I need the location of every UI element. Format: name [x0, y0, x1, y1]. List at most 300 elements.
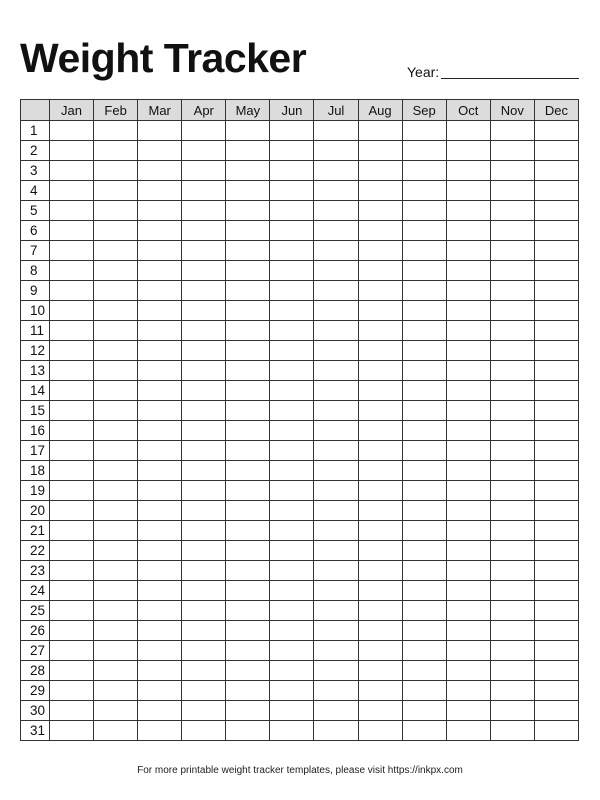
weight-entry-cell-apr[interactable]	[182, 141, 226, 161]
weight-entry-cell-dec[interactable]	[534, 541, 578, 561]
weight-entry-cell-mar[interactable]	[138, 301, 182, 321]
weight-entry-cell-mar[interactable]	[138, 541, 182, 561]
weight-entry-cell-apr[interactable]	[182, 381, 226, 401]
weight-entry-cell-nov[interactable]	[490, 441, 534, 461]
weight-entry-cell-aug[interactable]	[358, 561, 402, 581]
weight-entry-cell-nov[interactable]	[490, 561, 534, 581]
weight-entry-cell-jul[interactable]	[314, 201, 358, 221]
weight-entry-cell-jul[interactable]	[314, 301, 358, 321]
weight-entry-cell-mar[interactable]	[138, 521, 182, 541]
weight-entry-cell-jun[interactable]	[270, 661, 314, 681]
weight-entry-cell-sep[interactable]	[402, 381, 446, 401]
weight-entry-cell-jul[interactable]	[314, 381, 358, 401]
weight-entry-cell-nov[interactable]	[490, 541, 534, 561]
weight-entry-cell-apr[interactable]	[182, 221, 226, 241]
weight-entry-cell-apr[interactable]	[182, 441, 226, 461]
weight-entry-cell-dec[interactable]	[534, 401, 578, 421]
weight-entry-cell-dec[interactable]	[534, 341, 578, 361]
weight-entry-cell-jan[interactable]	[50, 461, 94, 481]
weight-entry-cell-oct[interactable]	[446, 701, 490, 721]
weight-entry-cell-apr[interactable]	[182, 541, 226, 561]
weight-entry-cell-jun[interactable]	[270, 161, 314, 181]
weight-entry-cell-aug[interactable]	[358, 621, 402, 641]
weight-entry-cell-jul[interactable]	[314, 481, 358, 501]
weight-entry-cell-sep[interactable]	[402, 721, 446, 741]
weight-entry-cell-mar[interactable]	[138, 361, 182, 381]
weight-entry-cell-may[interactable]	[226, 521, 270, 541]
weight-entry-cell-may[interactable]	[226, 701, 270, 721]
weight-entry-cell-dec[interactable]	[534, 601, 578, 621]
weight-entry-cell-sep[interactable]	[402, 181, 446, 201]
weight-entry-cell-jul[interactable]	[314, 681, 358, 701]
weight-entry-cell-may[interactable]	[226, 541, 270, 561]
weight-entry-cell-oct[interactable]	[446, 141, 490, 161]
weight-entry-cell-aug[interactable]	[358, 281, 402, 301]
weight-entry-cell-jun[interactable]	[270, 401, 314, 421]
weight-entry-cell-sep[interactable]	[402, 681, 446, 701]
weight-entry-cell-may[interactable]	[226, 261, 270, 281]
weight-entry-cell-jul[interactable]	[314, 521, 358, 541]
weight-entry-cell-jul[interactable]	[314, 621, 358, 641]
weight-entry-cell-sep[interactable]	[402, 641, 446, 661]
weight-entry-cell-sep[interactable]	[402, 401, 446, 421]
weight-entry-cell-feb[interactable]	[94, 221, 138, 241]
weight-entry-cell-oct[interactable]	[446, 341, 490, 361]
weight-entry-cell-jun[interactable]	[270, 501, 314, 521]
weight-entry-cell-apr[interactable]	[182, 681, 226, 701]
weight-entry-cell-jan[interactable]	[50, 301, 94, 321]
weight-entry-cell-jan[interactable]	[50, 361, 94, 381]
weight-entry-cell-nov[interactable]	[490, 401, 534, 421]
weight-entry-cell-oct[interactable]	[446, 261, 490, 281]
year-input-line[interactable]	[441, 78, 579, 79]
weight-entry-cell-dec[interactable]	[534, 521, 578, 541]
weight-entry-cell-sep[interactable]	[402, 701, 446, 721]
weight-entry-cell-aug[interactable]	[358, 721, 402, 741]
weight-entry-cell-feb[interactable]	[94, 421, 138, 441]
weight-entry-cell-jan[interactable]	[50, 341, 94, 361]
weight-entry-cell-apr[interactable]	[182, 701, 226, 721]
weight-entry-cell-aug[interactable]	[358, 321, 402, 341]
weight-entry-cell-jun[interactable]	[270, 221, 314, 241]
weight-entry-cell-may[interactable]	[226, 501, 270, 521]
weight-entry-cell-apr[interactable]	[182, 301, 226, 321]
weight-entry-cell-jul[interactable]	[314, 121, 358, 141]
weight-entry-cell-may[interactable]	[226, 581, 270, 601]
weight-entry-cell-jun[interactable]	[270, 321, 314, 341]
weight-entry-cell-may[interactable]	[226, 481, 270, 501]
weight-entry-cell-jan[interactable]	[50, 481, 94, 501]
weight-entry-cell-oct[interactable]	[446, 281, 490, 301]
weight-entry-cell-jun[interactable]	[270, 541, 314, 561]
weight-entry-cell-dec[interactable]	[534, 261, 578, 281]
weight-entry-cell-sep[interactable]	[402, 161, 446, 181]
weight-entry-cell-mar[interactable]	[138, 621, 182, 641]
weight-entry-cell-mar[interactable]	[138, 281, 182, 301]
weight-entry-cell-dec[interactable]	[534, 301, 578, 321]
weight-entry-cell-oct[interactable]	[446, 561, 490, 581]
weight-entry-cell-nov[interactable]	[490, 421, 534, 441]
weight-entry-cell-jun[interactable]	[270, 381, 314, 401]
weight-entry-cell-mar[interactable]	[138, 721, 182, 741]
weight-entry-cell-jun[interactable]	[270, 181, 314, 201]
weight-entry-cell-dec[interactable]	[534, 661, 578, 681]
weight-entry-cell-dec[interactable]	[534, 581, 578, 601]
weight-entry-cell-mar[interactable]	[138, 221, 182, 241]
weight-entry-cell-jun[interactable]	[270, 141, 314, 161]
weight-entry-cell-jul[interactable]	[314, 361, 358, 381]
weight-entry-cell-nov[interactable]	[490, 381, 534, 401]
weight-entry-cell-jul[interactable]	[314, 501, 358, 521]
weight-entry-cell-jun[interactable]	[270, 441, 314, 461]
weight-entry-cell-sep[interactable]	[402, 481, 446, 501]
weight-entry-cell-aug[interactable]	[358, 341, 402, 361]
weight-entry-cell-jan[interactable]	[50, 421, 94, 441]
weight-entry-cell-oct[interactable]	[446, 321, 490, 341]
weight-entry-cell-apr[interactable]	[182, 181, 226, 201]
weight-entry-cell-apr[interactable]	[182, 241, 226, 261]
weight-entry-cell-jul[interactable]	[314, 461, 358, 481]
weight-entry-cell-jul[interactable]	[314, 421, 358, 441]
weight-entry-cell-jan[interactable]	[50, 721, 94, 741]
weight-entry-cell-aug[interactable]	[358, 401, 402, 421]
weight-entry-cell-nov[interactable]	[490, 241, 534, 261]
weight-entry-cell-jun[interactable]	[270, 521, 314, 541]
weight-entry-cell-oct[interactable]	[446, 181, 490, 201]
year-field[interactable]	[407, 62, 579, 82]
weight-entry-cell-aug[interactable]	[358, 581, 402, 601]
weight-entry-cell-nov[interactable]	[490, 601, 534, 621]
weight-entry-cell-feb[interactable]	[94, 561, 138, 581]
weight-entry-cell-feb[interactable]	[94, 501, 138, 521]
weight-entry-cell-apr[interactable]	[182, 481, 226, 501]
weight-entry-cell-apr[interactable]	[182, 321, 226, 341]
weight-entry-cell-apr[interactable]	[182, 201, 226, 221]
weight-entry-cell-nov[interactable]	[490, 301, 534, 321]
weight-entry-cell-jun[interactable]	[270, 281, 314, 301]
weight-entry-cell-apr[interactable]	[182, 261, 226, 281]
weight-entry-cell-apr[interactable]	[182, 401, 226, 421]
weight-entry-cell-may[interactable]	[226, 421, 270, 441]
weight-entry-cell-jul[interactable]	[314, 701, 358, 721]
weight-entry-cell-apr[interactable]	[182, 561, 226, 581]
weight-entry-cell-jan[interactable]	[50, 281, 94, 301]
weight-entry-cell-oct[interactable]	[446, 461, 490, 481]
weight-entry-cell-apr[interactable]	[182, 461, 226, 481]
weight-entry-cell-jul[interactable]	[314, 601, 358, 621]
weight-entry-cell-mar[interactable]	[138, 701, 182, 721]
weight-entry-cell-may[interactable]	[226, 461, 270, 481]
weight-entry-cell-mar[interactable]	[138, 661, 182, 681]
weight-entry-cell-jul[interactable]	[314, 581, 358, 601]
weight-entry-cell-nov[interactable]	[490, 621, 534, 641]
weight-entry-cell-nov[interactable]	[490, 221, 534, 241]
weight-entry-cell-feb[interactable]	[94, 341, 138, 361]
weight-entry-cell-may[interactable]	[226, 301, 270, 321]
weight-entry-cell-sep[interactable]	[402, 501, 446, 521]
weight-entry-cell-oct[interactable]	[446, 721, 490, 741]
weight-entry-cell-jul[interactable]	[314, 321, 358, 341]
weight-entry-cell-dec[interactable]	[534, 561, 578, 581]
weight-entry-cell-may[interactable]	[226, 141, 270, 161]
weight-entry-cell-mar[interactable]	[138, 401, 182, 421]
weight-entry-cell-apr[interactable]	[182, 721, 226, 741]
weight-entry-cell-sep[interactable]	[402, 341, 446, 361]
weight-entry-cell-dec[interactable]	[534, 441, 578, 461]
weight-entry-cell-may[interactable]	[226, 401, 270, 421]
weight-entry-cell-aug[interactable]	[358, 601, 402, 621]
weight-entry-cell-feb[interactable]	[94, 201, 138, 221]
weight-entry-cell-feb[interactable]	[94, 321, 138, 341]
weight-entry-cell-apr[interactable]	[182, 341, 226, 361]
weight-entry-cell-aug[interactable]	[358, 201, 402, 221]
weight-entry-cell-jun[interactable]	[270, 581, 314, 601]
weight-entry-cell-oct[interactable]	[446, 121, 490, 141]
weight-entry-cell-aug[interactable]	[358, 441, 402, 461]
weight-entry-cell-may[interactable]	[226, 221, 270, 241]
weight-entry-cell-jul[interactable]	[314, 141, 358, 161]
weight-entry-cell-jul[interactable]	[314, 641, 358, 661]
weight-entry-cell-jan[interactable]	[50, 261, 94, 281]
weight-entry-cell-apr[interactable]	[182, 641, 226, 661]
weight-entry-cell-mar[interactable]	[138, 601, 182, 621]
weight-entry-cell-oct[interactable]	[446, 221, 490, 241]
weight-entry-cell-jul[interactable]	[314, 341, 358, 361]
weight-entry-cell-jan[interactable]	[50, 221, 94, 241]
weight-entry-cell-jul[interactable]	[314, 561, 358, 581]
weight-entry-cell-dec[interactable]	[534, 221, 578, 241]
weight-entry-cell-nov[interactable]	[490, 321, 534, 341]
weight-entry-cell-aug[interactable]	[358, 421, 402, 441]
weight-entry-cell-jul[interactable]	[314, 721, 358, 741]
weight-entry-cell-dec[interactable]	[534, 421, 578, 441]
weight-entry-cell-aug[interactable]	[358, 481, 402, 501]
weight-entry-cell-feb[interactable]	[94, 261, 138, 281]
weight-entry-cell-feb[interactable]	[94, 521, 138, 541]
weight-entry-cell-nov[interactable]	[490, 581, 534, 601]
weight-entry-cell-feb[interactable]	[94, 681, 138, 701]
weight-entry-cell-aug[interactable]	[358, 381, 402, 401]
weight-entry-cell-jun[interactable]	[270, 361, 314, 381]
weight-entry-cell-nov[interactable]	[490, 341, 534, 361]
weight-entry-cell-aug[interactable]	[358, 361, 402, 381]
weight-entry-cell-nov[interactable]	[490, 701, 534, 721]
weight-entry-cell-jul[interactable]	[314, 261, 358, 281]
weight-entry-cell-jul[interactable]	[314, 161, 358, 181]
weight-entry-cell-jun[interactable]	[270, 601, 314, 621]
weight-entry-cell-may[interactable]	[226, 161, 270, 181]
weight-entry-cell-mar[interactable]	[138, 421, 182, 441]
weight-entry-cell-oct[interactable]	[446, 301, 490, 321]
weight-entry-cell-jan[interactable]	[50, 581, 94, 601]
weight-entry-cell-sep[interactable]	[402, 301, 446, 321]
weight-entry-cell-jun[interactable]	[270, 421, 314, 441]
weight-entry-cell-dec[interactable]	[534, 141, 578, 161]
weight-entry-cell-apr[interactable]	[182, 501, 226, 521]
weight-entry-cell-nov[interactable]	[490, 121, 534, 141]
weight-entry-cell-sep[interactable]	[402, 661, 446, 681]
weight-entry-cell-mar[interactable]	[138, 341, 182, 361]
weight-entry-cell-jun[interactable]	[270, 341, 314, 361]
weight-entry-cell-sep[interactable]	[402, 141, 446, 161]
weight-entry-cell-may[interactable]	[226, 441, 270, 461]
weight-entry-cell-mar[interactable]	[138, 481, 182, 501]
weight-entry-cell-nov[interactable]	[490, 721, 534, 741]
weight-entry-cell-aug[interactable]	[358, 241, 402, 261]
weight-entry-cell-oct[interactable]	[446, 241, 490, 261]
weight-entry-cell-dec[interactable]	[534, 701, 578, 721]
weight-entry-cell-oct[interactable]	[446, 601, 490, 621]
weight-entry-cell-apr[interactable]	[182, 581, 226, 601]
weight-entry-cell-mar[interactable]	[138, 161, 182, 181]
weight-entry-cell-aug[interactable]	[358, 161, 402, 181]
weight-entry-cell-nov[interactable]	[490, 161, 534, 181]
weight-entry-cell-apr[interactable]	[182, 601, 226, 621]
weight-entry-cell-dec[interactable]	[534, 321, 578, 341]
weight-entry-cell-oct[interactable]	[446, 641, 490, 661]
weight-entry-cell-jun[interactable]	[270, 681, 314, 701]
weight-entry-cell-jan[interactable]	[50, 161, 94, 181]
weight-entry-cell-jul[interactable]	[314, 661, 358, 681]
weight-entry-cell-jan[interactable]	[50, 621, 94, 641]
weight-entry-cell-oct[interactable]	[446, 421, 490, 441]
weight-entry-cell-may[interactable]	[226, 341, 270, 361]
weight-entry-cell-sep[interactable]	[402, 461, 446, 481]
weight-entry-cell-oct[interactable]	[446, 481, 490, 501]
weight-entry-cell-jan[interactable]	[50, 121, 94, 141]
weight-entry-cell-mar[interactable]	[138, 581, 182, 601]
weight-entry-cell-jun[interactable]	[270, 721, 314, 741]
weight-entry-cell-feb[interactable]	[94, 441, 138, 461]
weight-entry-cell-oct[interactable]	[446, 681, 490, 701]
weight-entry-cell-aug[interactable]	[358, 661, 402, 681]
weight-entry-cell-oct[interactable]	[446, 361, 490, 381]
weight-entry-cell-jul[interactable]	[314, 541, 358, 561]
weight-entry-cell-oct[interactable]	[446, 541, 490, 561]
weight-entry-cell-feb[interactable]	[94, 721, 138, 741]
weight-entry-cell-may[interactable]	[226, 121, 270, 141]
weight-entry-cell-jan[interactable]	[50, 521, 94, 541]
weight-entry-cell-sep[interactable]	[402, 421, 446, 441]
weight-entry-cell-jul[interactable]	[314, 221, 358, 241]
weight-entry-cell-sep[interactable]	[402, 541, 446, 561]
weight-entry-cell-aug[interactable]	[358, 521, 402, 541]
weight-entry-cell-aug[interactable]	[358, 461, 402, 481]
weight-entry-cell-mar[interactable]	[138, 241, 182, 261]
weight-entry-cell-jun[interactable]	[270, 701, 314, 721]
weight-entry-cell-feb[interactable]	[94, 121, 138, 141]
weight-entry-cell-feb[interactable]	[94, 601, 138, 621]
weight-entry-cell-jan[interactable]	[50, 561, 94, 581]
weight-entry-cell-mar[interactable]	[138, 201, 182, 221]
weight-entry-cell-oct[interactable]	[446, 621, 490, 641]
weight-entry-cell-may[interactable]	[226, 381, 270, 401]
weight-entry-cell-jan[interactable]	[50, 641, 94, 661]
weight-entry-cell-mar[interactable]	[138, 681, 182, 701]
weight-entry-cell-dec[interactable]	[534, 381, 578, 401]
weight-entry-cell-dec[interactable]	[534, 281, 578, 301]
weight-entry-cell-jan[interactable]	[50, 441, 94, 461]
weight-entry-cell-oct[interactable]	[446, 381, 490, 401]
weight-entry-cell-sep[interactable]	[402, 321, 446, 341]
weight-entry-cell-nov[interactable]	[490, 181, 534, 201]
weight-entry-cell-jun[interactable]	[270, 241, 314, 261]
weight-entry-cell-jan[interactable]	[50, 661, 94, 681]
weight-entry-cell-apr[interactable]	[182, 661, 226, 681]
weight-entry-cell-dec[interactable]	[534, 121, 578, 141]
weight-entry-cell-feb[interactable]	[94, 181, 138, 201]
weight-entry-cell-nov[interactable]	[490, 481, 534, 501]
weight-entry-cell-may[interactable]	[226, 281, 270, 301]
weight-entry-cell-apr[interactable]	[182, 421, 226, 441]
weight-entry-cell-oct[interactable]	[446, 501, 490, 521]
weight-entry-cell-nov[interactable]	[490, 521, 534, 541]
weight-entry-cell-aug[interactable]	[358, 501, 402, 521]
weight-entry-cell-sep[interactable]	[402, 441, 446, 461]
weight-entry-cell-aug[interactable]	[358, 701, 402, 721]
weight-entry-cell-nov[interactable]	[490, 361, 534, 381]
weight-entry-cell-nov[interactable]	[490, 661, 534, 681]
weight-entry-cell-dec[interactable]	[534, 201, 578, 221]
weight-entry-cell-nov[interactable]	[490, 681, 534, 701]
weight-entry-cell-jan[interactable]	[50, 381, 94, 401]
weight-entry-cell-mar[interactable]	[138, 641, 182, 661]
weight-entry-cell-jun[interactable]	[270, 641, 314, 661]
weight-entry-cell-feb[interactable]	[94, 241, 138, 261]
weight-entry-cell-may[interactable]	[226, 201, 270, 221]
weight-entry-cell-dec[interactable]	[534, 641, 578, 661]
weight-entry-cell-oct[interactable]	[446, 521, 490, 541]
weight-entry-cell-feb[interactable]	[94, 461, 138, 481]
weight-entry-cell-mar[interactable]	[138, 261, 182, 281]
weight-entry-cell-mar[interactable]	[138, 181, 182, 201]
weight-entry-cell-oct[interactable]	[446, 661, 490, 681]
weight-entry-cell-aug[interactable]	[358, 121, 402, 141]
weight-entry-cell-mar[interactable]	[138, 381, 182, 401]
weight-entry-cell-may[interactable]	[226, 641, 270, 661]
weight-entry-cell-may[interactable]	[226, 721, 270, 741]
weight-entry-cell-aug[interactable]	[358, 181, 402, 201]
weight-entry-cell-may[interactable]	[226, 321, 270, 341]
weight-entry-cell-aug[interactable]	[358, 681, 402, 701]
weight-entry-cell-sep[interactable]	[402, 581, 446, 601]
weight-entry-cell-jan[interactable]	[50, 501, 94, 521]
weight-entry-cell-jan[interactable]	[50, 181, 94, 201]
weight-entry-cell-jan[interactable]	[50, 601, 94, 621]
weight-entry-cell-feb[interactable]	[94, 281, 138, 301]
weight-entry-cell-sep[interactable]	[402, 621, 446, 641]
weight-entry-cell-jun[interactable]	[270, 561, 314, 581]
weight-entry-cell-feb[interactable]	[94, 701, 138, 721]
weight-entry-cell-feb[interactable]	[94, 541, 138, 561]
weight-entry-cell-dec[interactable]	[534, 161, 578, 181]
weight-entry-cell-dec[interactable]	[534, 461, 578, 481]
weight-entry-cell-feb[interactable]	[94, 401, 138, 421]
weight-entry-cell-feb[interactable]	[94, 661, 138, 681]
weight-entry-cell-jan[interactable]	[50, 321, 94, 341]
weight-entry-cell-oct[interactable]	[446, 201, 490, 221]
weight-entry-cell-sep[interactable]	[402, 201, 446, 221]
weight-entry-cell-dec[interactable]	[534, 681, 578, 701]
weight-entry-cell-may[interactable]	[226, 361, 270, 381]
weight-entry-cell-mar[interactable]	[138, 321, 182, 341]
weight-entry-cell-may[interactable]	[226, 561, 270, 581]
weight-entry-cell-dec[interactable]	[534, 241, 578, 261]
weight-entry-cell-apr[interactable]	[182, 361, 226, 381]
weight-entry-cell-mar[interactable]	[138, 121, 182, 141]
weight-entry-cell-sep[interactable]	[402, 561, 446, 581]
weight-entry-cell-dec[interactable]	[534, 181, 578, 201]
